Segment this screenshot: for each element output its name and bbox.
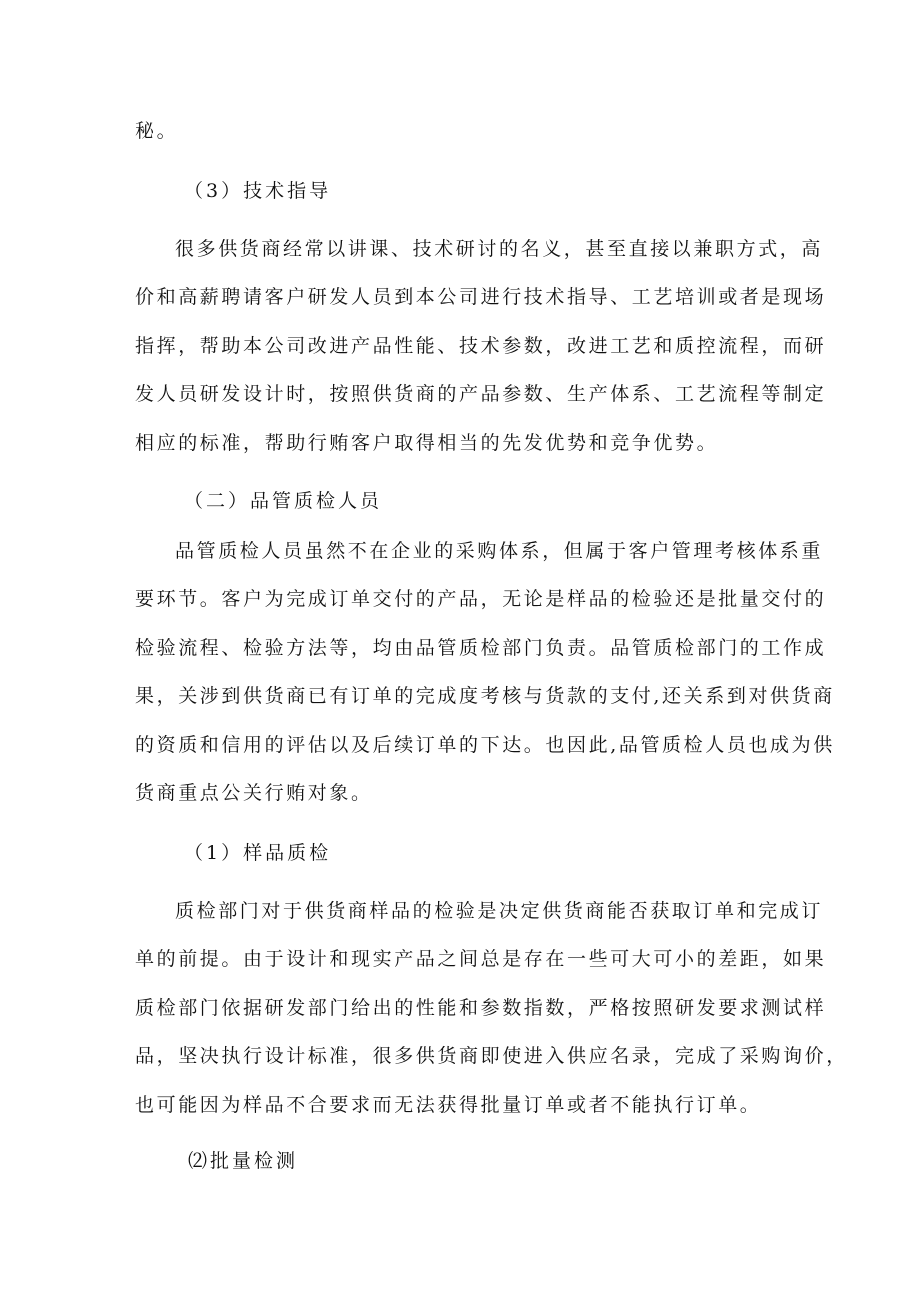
paragraph-line: 很多供货商经常以讲课、技术研讨的名义，甚至直接以兼职方式，高 [175, 238, 824, 260]
paragraph-line: 品管质检人员虽然不在企业的采购体系，但属于客户管理考核体系重 [175, 540, 824, 562]
paragraph-line: 质检部门对于供货商样品的检验是决定供货商能否获取订单和完成订 [175, 900, 824, 922]
paragraph-line: 质检部门依据研发部门给出的性能和参数指数，严格按照研发要求测试样 [135, 997, 827, 1019]
paragraph-line: 的资质和信用的评估以及后续订单的下达。也因此,品管质检人员也成为供 [135, 734, 835, 756]
paragraph-line: 指挥，帮助本公司改进产品性能、技术参数，改进工艺和质控流程，而研 [135, 335, 827, 357]
section-heading: （1）样品质检 [184, 842, 332, 864]
paragraph-line: 果，关涉到供货商已有订单的完成度考核与货款的支付,还关系到对供货商 [135, 685, 835, 707]
section-heading: （3）技术指导 [184, 180, 332, 202]
section-heading: ⑵批量检测 [188, 1150, 299, 1172]
paragraph-line: 相应的标准，帮助行贿客户取得相当的先发优势和竞争优势。 [135, 432, 719, 454]
paragraph-line: 检验流程、检验方法等，均由品管质检部门负责。品管质检部门的工作成 [135, 637, 827, 659]
section-heading: （二）品管质检人员 [184, 490, 383, 512]
paragraph-line: 要环节。客户为完成订单交付的产品，无论是样品的检验还是批量交付的 [135, 588, 827, 610]
paragraph-continuation: 秘。 [135, 120, 179, 142]
paragraph-line: 品，坚决执行设计标准，很多供货商即使进入供应名录，完成了采购询价， [135, 1045, 848, 1067]
paragraph-line: 也可能因为样品不合要求而无法获得批量订单或者不能执行订单。 [135, 1094, 762, 1116]
paragraph-line: 单的前提。由于设计和现实产品之间总是存在一些可大可小的差距，如果 [135, 948, 827, 970]
paragraph-line: 发人员研发设计时，按照供货商的产品参数、生产体系、工艺流程等制定 [135, 383, 827, 405]
paragraph-line: 价和高薪聘请客户研发人员到本公司进行技术指导、工艺培训或者是现场 [135, 286, 827, 308]
paragraph-line: 货商重点公关行贿对象。 [135, 782, 373, 804]
